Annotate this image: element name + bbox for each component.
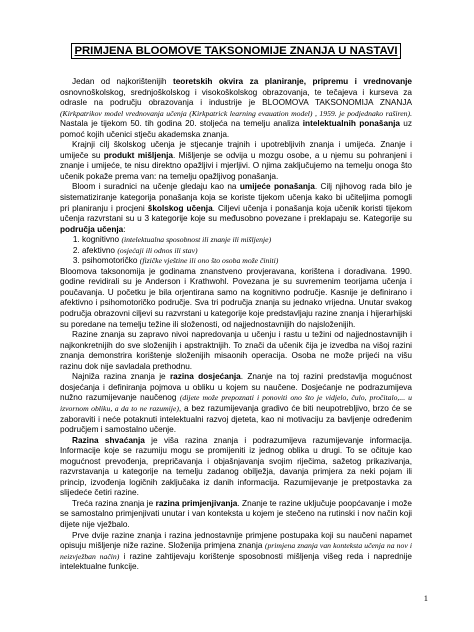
bold-text: razina dosjećanja — [169, 372, 241, 382]
paragraph-higher-order — [60, 531, 412, 573]
bold-text: razina primjenjivanja — [155, 498, 238, 508]
text: Prve dvije razine znanja i razina jednostavnije primjene postupaka koji su naučeni napamet opisuju mišljenje niže razine. Složenija primjena znanja — [60, 530, 412, 551]
text: . Znanje te razine uključuje poopćavanje i može se samostalno primjenjivati unutar i van konteksta u kojem je stečeno na rutinski i nov način koji dijete nije vježbalo. — [60, 498, 412, 529]
paragraph-revision: Bloomova taksonomija je godinama znanstveno provjeravana, korištena i doradivana. 1990. godine revidirali su je Anderson i Krathwohl. Povezana je su suvremenim teorijama učenja i poučavanja. U početku je bila orjentirana samo na kognitivno područje. Kasnije je definirano i afektivno i psihomotoričko područje. Sva tri područja znanja su jednako vrijedna. Unutar svakog područja obrazovni ciljevi su razvrstani u kategorije koje predstavljaju razine znanja i hijerarhijski su poredane na temelju težine ili složenosti, od najjednostavnijih do najsloženijih. — [60, 266, 412, 329]
paragraph-intro — [60, 77, 412, 140]
bold-text: Razina shvaćanja — [72, 435, 145, 445]
text: Krajnji cilj školskog učenja je stjecanje trajnih i upotrebljivih znanja i umijeća. Znanje i umiječe su — [60, 140, 412, 160]
bold-text: školskog učenja — [147, 203, 213, 213]
italic-note: (Kirkpatrikov model vrednovanja učenja (Kirkpatrick learning evauation model) , 1959. je podjednako raširen). — [60, 108, 412, 118]
domain-note: (intelektualna sposobnost ili znanje ili mišljenje) — [121, 235, 272, 245]
text: uz pomoć kojih učenici stječu akademska znanja. — [60, 119, 412, 139]
paragraph-levels: Razine znanja su zapravo nivoi napredovanja u učenju i rastu u težini od najjednostavnijih i najkonkretnijih do sve složenijih i apstraktnijih. To znači da učenik čija je izvedba na višoj razini znanja demonstrira korištenje složenijih misaonih operacija. Osoba ne može prijeći na višu razinu dok nije savladala prethodnu. — [60, 330, 412, 371]
domain-name: kognitivno — [82, 235, 120, 245]
title-container — [60, 0, 412, 59]
text: Najniža razina znanja je — [72, 372, 170, 382]
text: osnovnoškolskog, srednjoškolskog i visokoškolskog obrazovanja, te tečajeva i kurseva za odrasle na području obrazovanja i industrije je BLOOMOVA TAKSONOMIJA ZNANJA — [60, 87, 412, 108]
text: je viša razina znanja i podrazumijeva razumijevanje informacija. Informacije koje se razumiju mogu se promijeniti iz jednog oblika u drugi. To se očituje kao mogućnost prevođenja, prepričavanja i objašnjavanja svojim riječima, sažetog prikazivanja, razvrstavanja u kategorije na temelju zadanog obilježja, davanja primjera za neki pojam ili princip, izvođenja logičnih zaključaka iz danih informacija. Razumijevanje je pretpostavka za slijedeće četiri razine. — [60, 435, 412, 498]
domain-name: psihomotoričko — [82, 256, 138, 266]
bold-text: teoretskih okvira za planiranje, pripremu i vrednovanje — [172, 77, 412, 86]
text: Nastala je tijekom 50. tih godina 20. stoljeća na temelju analiza — [60, 119, 303, 129]
domain-name: afektivno — [82, 245, 116, 255]
text: i razine zahtijevaju korištenje sposobnosti mišljenja višeg reda i naprednije intelektualne funkcije. — [60, 551, 412, 572]
text: Bloom i suradnici na učenje gledaju kao na — [72, 182, 240, 192]
paragraph-bloom — [60, 182, 412, 235]
text: . Mišljenje se odvija u mozgu osobe, a u njemu su pohranjeni i znanje i umijeće, te nisu direktno opažljivi i mjerljivi. O njima zaključujemo na temelju onoga što učenik pokaže prema van: na temelju opažljivog ponašanja. — [60, 150, 412, 181]
page-number: 1 — [423, 593, 428, 603]
text: . Ciljevi učenja i ponašanja koja učenik koristi tijekom učenja razvrstani su u 3 kategorije koje su međusobno povezane i preklapaju se. Kategorije su — [60, 203, 412, 224]
list-item — [82, 235, 412, 246]
text: Treća razina znanja je — [72, 498, 156, 508]
text: . Znanje na toj razini predstavlja mogućnost dosjećanja i definiranja pojmova u obliku u kojem su naučene. Dosjećanje ne podrazumijeva nužno razumijevanje naučenog — [60, 372, 412, 403]
text: : — [123, 224, 126, 234]
bold-text: produkt mišljenja — [103, 150, 174, 160]
domain-list — [60, 235, 412, 267]
bold-text: područja učenja — [60, 224, 124, 234]
paragraph-goal — [60, 140, 412, 182]
document-body — [60, 77, 412, 573]
text: , a bez razumijevanja gradivo će biti neupotrebljivo, brzo će se zaboraviti i neće potaknuti intelektualni razvoj djeteta, kao ni motivaciju za bavljenje određenim područjem i samostalno učenje. — [60, 403, 412, 435]
text: . Cilj njihovog rada bilo je sistematiziranje kategorija ponašanja koja se koriste tijekom učenja kako bi učiteljima pomogli pri planiranju i procjeni — [60, 182, 412, 213]
paragraph-recall — [60, 372, 412, 435]
italic-note: (dijete može prepoznati i ponoviti ono što je vidjelo, čulo, pročitalo,... u izvornom obliku, a da to ne razumije) — [60, 393, 412, 413]
page-title: PRIMJENA BLOOMOVE TAKSONOMIJE ZNANJA U NASTAVI — [71, 43, 400, 59]
domain-note: (fizičke vještine ili ono što osoba može činiti) — [139, 256, 279, 266]
paragraph-understanding — [60, 436, 412, 499]
text: Jedan od najkorištenijih — [72, 77, 173, 86]
bold-text: intelektualnih ponašanja — [302, 119, 400, 129]
bold-text: umijeće ponašanja — [239, 182, 315, 192]
domain-note: (osjećaji ili odnos ili stav) — [117, 245, 198, 255]
paragraph-application — [60, 499, 412, 531]
list-item — [82, 246, 412, 257]
italic-note: (primjena znanja van konteksta učenja na nov i neizvježban način) — [60, 541, 412, 561]
list-item — [82, 256, 412, 267]
